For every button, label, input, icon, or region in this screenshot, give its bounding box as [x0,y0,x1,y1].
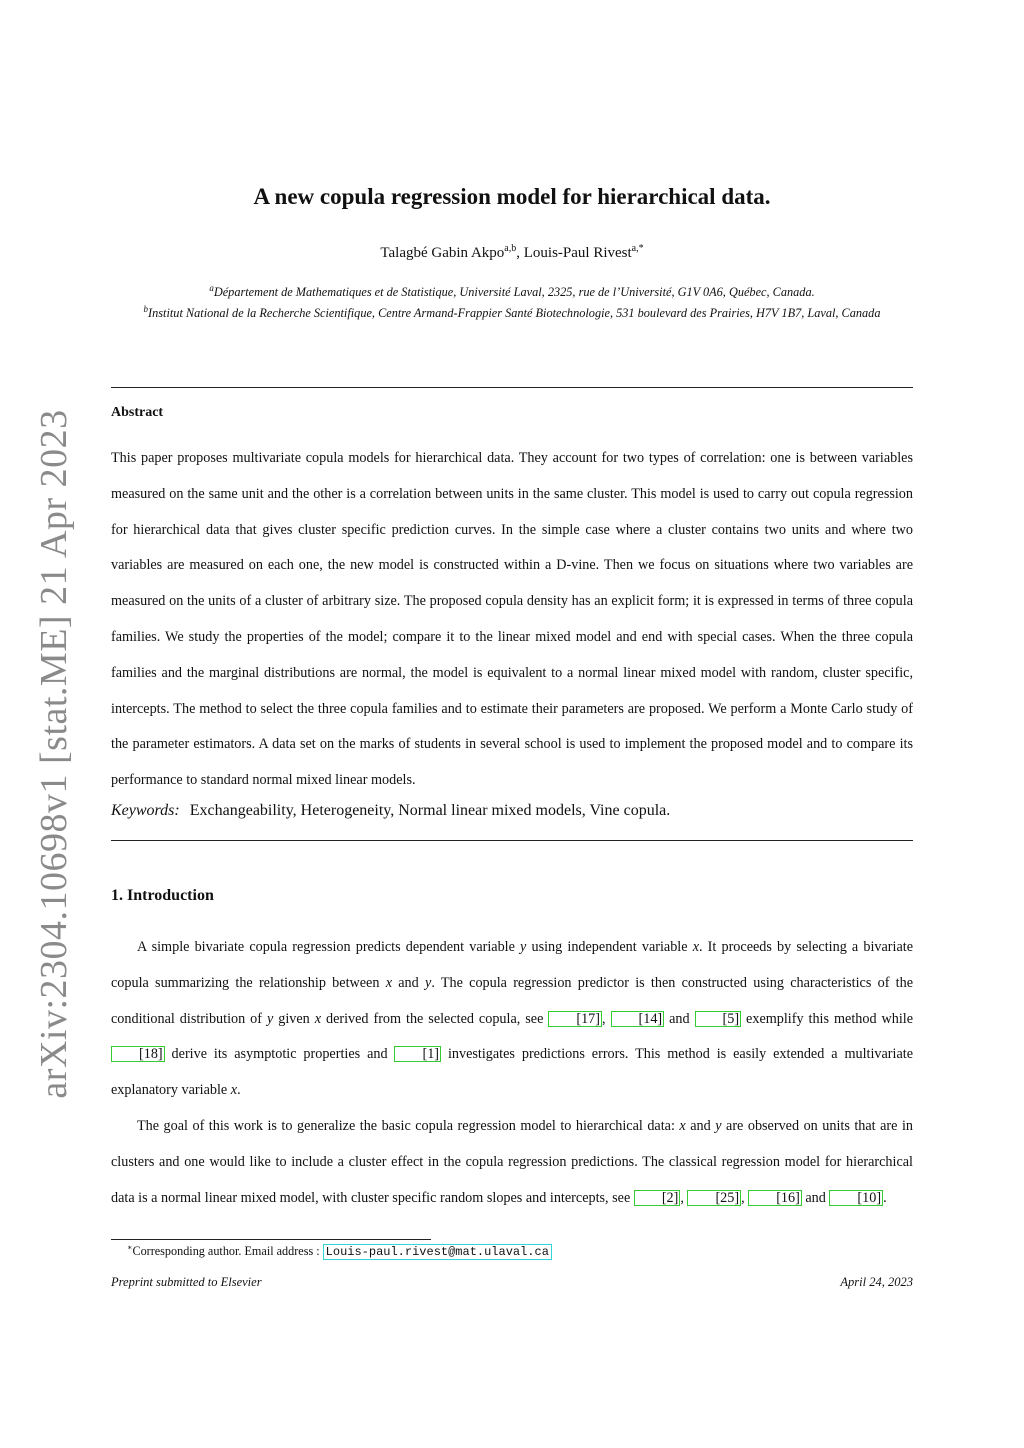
arxiv-id: arXiv:2304.10698v1 [stat.ME] 21 Apr 2023 [33,409,75,1099]
citation-link[interactable]: [18] [111,1046,165,1062]
citation-link[interactable]: [1] [394,1046,441,1062]
preprint-date: April 24, 2023 [840,1275,913,1289]
keywords-text: Exchangeability, Heterogeneity, Normal linear mixed models, Vine copula. [189,802,671,819]
citation-link[interactable]: [5] [695,1011,742,1027]
author-affil-mark: a,b [504,243,517,254]
affil-mark: b [143,303,149,314]
math-var: x [385,974,393,991]
author-name: Talagbé Gabin Akpo [380,245,505,261]
abstract-text: This paper proposes multivariate copula models for hierarchical data. They account for two types of correlation: one is between variables measured on the same unit and the other is a correlation between units in the same cluster. This model is used to carry out copula regression for hierarchical data that gives cluster specific prediction curves. In the simple case where a cluster contains two units and where two variables are measured on each one, the new model is constructed within a D-vine. Then we focus on situations where two variables are measured on the units of a cluster of arbitrary size. The proposed copula density has an explicit form; it is expressed in terms of three copula families. We study the properties of the model; compare it to the linear mixed model and end with special cases. When the three copula families and the marginal distributions are normal, the model is equivalent to a normal linear mixed model with random, cluster specific, intercepts. The method to select the three copula families and to estimate their parameters are proposed. We perform a Monte Carlo study of the parameter estimators. A data set on the marks of students in several school is used to implement the proposed model and to compare its performance to standard normal mixed linear models. [111,450,913,789]
math-var: y [520,939,527,955]
affil-text: Département de Mathematiques et de Statistique, Université Laval, 2325, rue de l’Université, G1V 0A6, Québec, Canada. [213,285,815,300]
affiliation-a [111,280,913,301]
math-var: y [715,1118,722,1134]
author-separator: , [516,245,524,261]
footnote-text: Corresponding author. Email address : [132,1244,323,1259]
citation-link[interactable]: [2] [634,1190,681,1206]
affil-mark: a [209,283,214,293]
math-var: x [230,1082,238,1099]
author-list [111,243,913,262]
math-var: x [314,1010,322,1027]
footnote [127,1243,552,1260]
citation-link[interactable]: [25] [687,1190,741,1206]
email-link[interactable]: Louis-paul.rivest@mat.ulaval.ca [323,1244,552,1260]
math-var: y [266,1010,274,1027]
keywords-label: Keywords: [111,802,180,819]
affiliations [111,280,913,321]
citation-link[interactable]: [14] [611,1011,665,1027]
citation-link[interactable]: [17] [548,1011,602,1027]
abstract-bottom-rule [111,840,913,841]
intro-paragraph-1: A simple bivariate copula regression predicts dependent variable y using independent variable x. It proceeds by selecting a bivariate copula summarizing the relationship between x and y. The copula regression predictor is then constructed using characteristics of the conditional distribution of y given x derived from the selected copula, see [17] , [14] and [5] exemplify this method while [18] derive its asymptotic properties and [1] investigates predictions errors. This method is easily extended a multivariate explanatory variable x. [111,939,914,1099]
section-heading-introduction: 1. Introduction [111,887,214,904]
citation-link[interactable]: [10] [829,1190,883,1206]
author-name: Louis-Paul Rivest [523,245,632,261]
math-var: x [679,1118,686,1134]
math-var: y [425,974,432,991]
footnote-rule [111,1239,431,1240]
math-var: x [692,939,699,955]
author-affil-mark: a,* [631,243,644,254]
footnote-mark: ∗ [127,1243,133,1252]
affiliation-b [111,301,913,322]
abstract-heading: Abstract [111,405,164,420]
intro-paragraph-2: The goal of this work is to generalize the basic copula regression model to hierarchical data: x and y are observed on units that are in clusters and one would like to include a cluster effect in the copula regression predictions. The classical regression model for hierarchical data is a normal linear mixed model, with cluster specific random slopes and intercepts, see [2] , [25] , [16] and [10] . [111,1118,913,1206]
keywords [111,802,670,820]
affil-text: Institut National de la Recherche Scientifique, Centre Armand-Frappier Santé Biotechnologie, 531 boulevard des Prairies, H7V 1B7, Laval, Canada [148,305,881,320]
paper-title: A new copula regression model for hierarchical data. [253,184,771,209]
abstract-top-rule [111,387,913,388]
arxiv-sidebar-stamp [33,409,75,1099]
preprint-note: Preprint submitted to Elsevier [111,1275,262,1289]
citation-link[interactable]: [16] [748,1190,802,1206]
